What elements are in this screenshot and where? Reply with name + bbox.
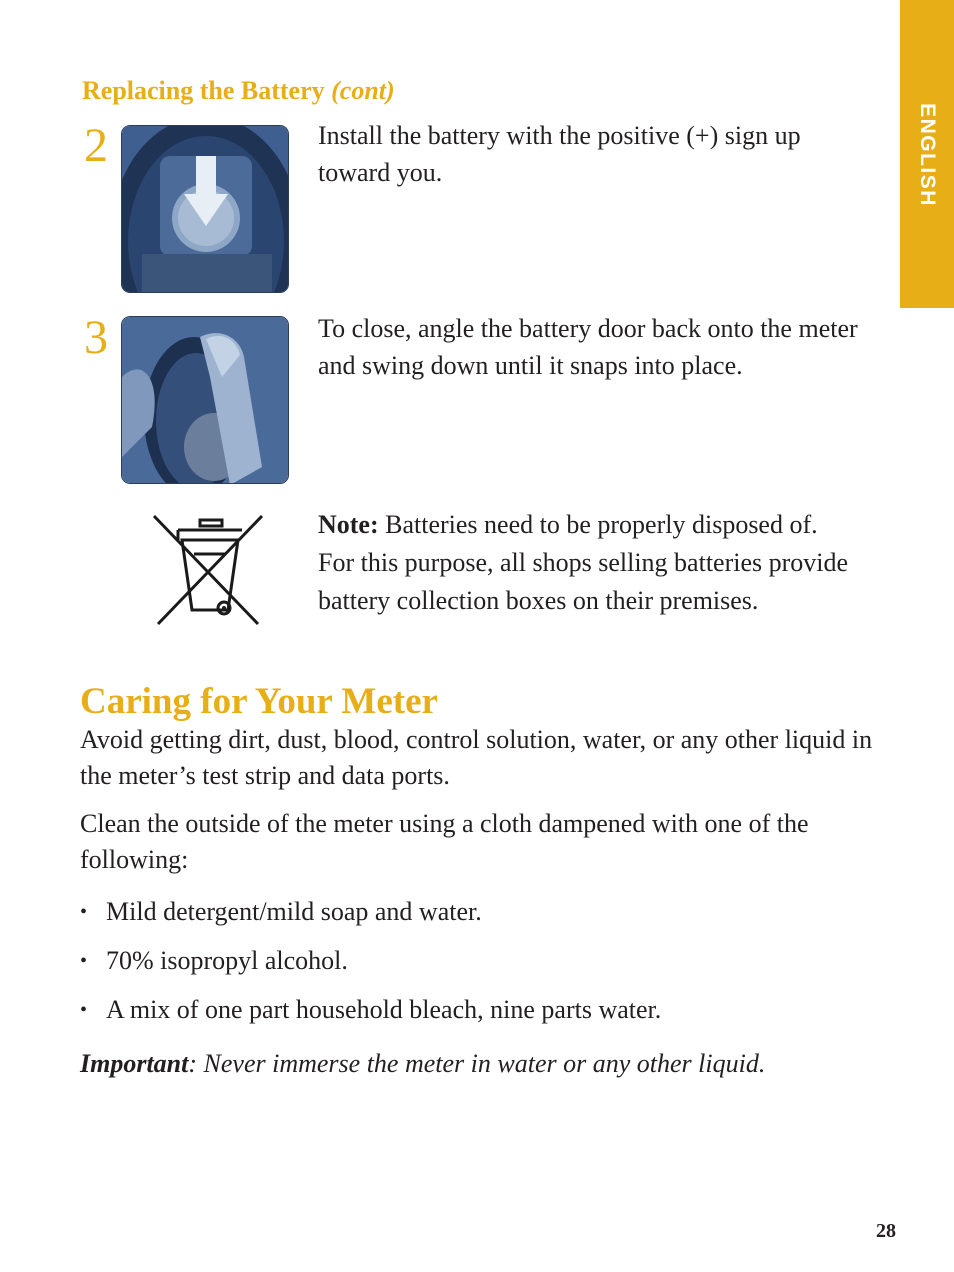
language-tab (900, 0, 954, 308)
list-item-text: Mild detergent/mild soap and water. (106, 897, 482, 926)
crossed-out-bin-icon (152, 512, 264, 633)
bullet-icon: • (80, 950, 88, 972)
caring-paragraph-1: Avoid getting dirt, dust, blood, control solution, water, or any other liquid in the meter’s test strip and data ports. (80, 725, 873, 790)
step-2-text: Install the battery with the positive (+) sign up toward you. (318, 121, 801, 187)
note-label: Note: (318, 510, 379, 539)
language-tab-label: ENGLISH (916, 103, 939, 207)
disposal-note (318, 506, 878, 620)
battery-install-photo (121, 125, 289, 293)
section-subtitle-suffix: (cont) (331, 76, 395, 105)
note-line-2: For this purpose, all shops selling batteries provide battery collection boxes on their premises. (318, 548, 849, 615)
bullet-icon: • (80, 999, 88, 1021)
list-item (80, 894, 482, 930)
step-3-number: 3 (84, 311, 108, 364)
bullet-icon: • (80, 901, 88, 923)
list-item (80, 943, 348, 979)
step-2-number: 2 (84, 119, 108, 172)
battery-door-close-photo (121, 316, 289, 484)
caring-paragraph-2: Clean the outside of the meter using a cloth dampened with one of the following: (80, 809, 809, 874)
section-subtitle (82, 76, 395, 106)
list-item (80, 992, 661, 1028)
page-number: 28 (876, 1220, 896, 1242)
important-note (80, 1049, 765, 1079)
important-text: : Never immerse the meter in water or any other liquid. (188, 1049, 766, 1078)
note-line-1: Batteries need to be properly disposed of. (378, 510, 818, 539)
section-subtitle-main: Replacing the Battery (82, 76, 325, 105)
step-3-text: To close, angle the battery door back onto the meter and swing down until it snaps into place. (318, 314, 858, 380)
list-item-text: A mix of one part household bleach, nine parts water. (106, 995, 662, 1024)
important-label: Important (80, 1049, 189, 1078)
caring-title: Caring for Your Meter (80, 681, 438, 722)
list-item-text: 70% isopropyl alcohol. (106, 946, 348, 975)
